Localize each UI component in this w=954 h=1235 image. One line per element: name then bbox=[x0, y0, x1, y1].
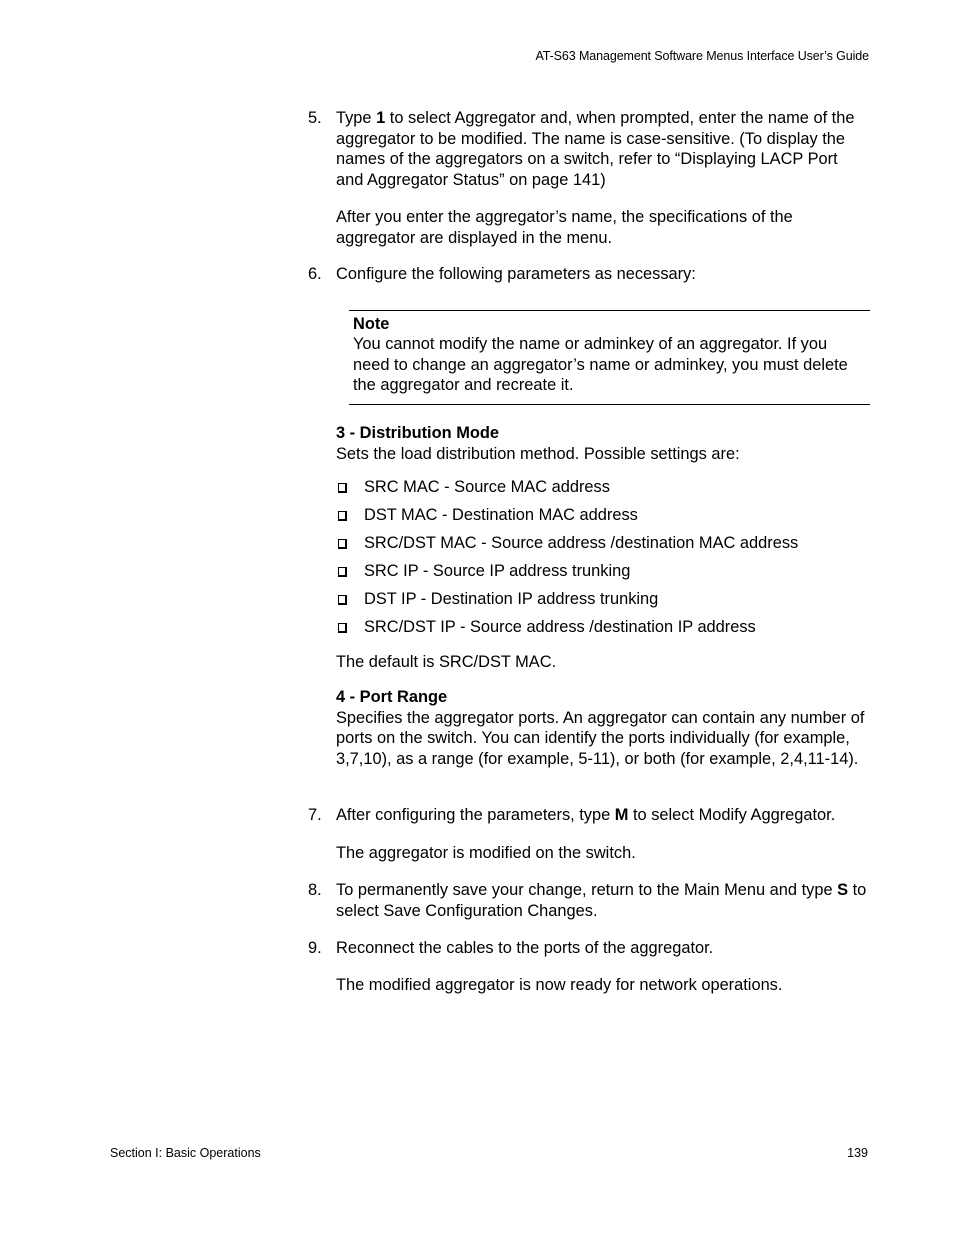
step-9-followup: The modified aggregator is now ready for network operations. bbox=[336, 976, 783, 994]
step-number: 5. bbox=[308, 109, 322, 127]
note-body: You cannot modify the name or adminkey of an aggregator. If you need to change an aggregator’s name or adminkey, you must delete the aggregator and recreate it. bbox=[353, 335, 848, 394]
step-text: To permanently save your change, return to the Main Menu and type S to select Save Configuration Changes. bbox=[336, 881, 867, 920]
step-number: 8. bbox=[308, 881, 322, 899]
port-range-heading: 4 - Port Range bbox=[336, 688, 448, 706]
step-6 bbox=[308, 264, 868, 285]
port-range-body: Specifies the aggregator ports. An aggregator can contain any number of ports on the switch. You can identify the ports individually (for example, 3,7,10), as a range (for example, 5-11), or both (for example, 2,4,11-14). bbox=[336, 708, 865, 768]
step-number: 7. bbox=[308, 806, 322, 824]
list-item: SRC/DST MAC - Source address /destination MAC address bbox=[336, 533, 876, 561]
checkbox-bullet-icon bbox=[338, 623, 347, 633]
step-text: Configure the following parameters as necessary: bbox=[336, 265, 696, 283]
list-item: SRC MAC - Source MAC address bbox=[336, 477, 876, 505]
running-header: AT-S63 Management Software Menus Interface User’s Guide bbox=[535, 49, 869, 63]
checkbox-bullet-icon bbox=[338, 567, 347, 577]
distribution-mode-intro: Sets the load distribution method. Possible settings are: bbox=[336, 444, 740, 463]
step-number: 9. bbox=[308, 939, 322, 957]
list-item: DST IP - Destination IP address trunking bbox=[336, 589, 876, 617]
note-box bbox=[349, 310, 870, 405]
step-text: Type 1 to select Aggregator and, when prompted, enter the name of the aggregator to be modified. The name is case-sensitive. (To display the names of the aggregators on a switch, refer to “Displaying LACP Port and Aggregator Status” on page 141) bbox=[336, 109, 855, 189]
step-5 bbox=[308, 108, 868, 190]
note-title: Note bbox=[353, 315, 390, 333]
distribution-default: The default is SRC/DST MAC. bbox=[336, 653, 557, 671]
step-text: Reconnect the cables to the ports of the aggregator. bbox=[336, 939, 714, 957]
page-number: 139 bbox=[847, 1146, 868, 1160]
checkbox-bullet-icon bbox=[338, 539, 347, 549]
key-label: 1 bbox=[376, 109, 386, 127]
list-item: DST MAC - Destination MAC address bbox=[336, 505, 876, 533]
step-5-followup: After you enter the aggregator’s name, the specifications of the aggregator are displayed in the menu. bbox=[336, 208, 793, 247]
distribution-options-list bbox=[336, 477, 876, 645]
checkbox-bullet-icon bbox=[338, 483, 347, 493]
checkbox-bullet-icon bbox=[338, 595, 347, 605]
step-7-followup: The aggregator is modified on the switch. bbox=[336, 844, 636, 862]
distribution-mode-heading: 3 - Distribution Mode bbox=[336, 424, 499, 442]
step-number: 6. bbox=[308, 265, 322, 283]
port-range-section bbox=[336, 687, 868, 769]
key-label: M bbox=[614, 806, 629, 824]
step-7 bbox=[308, 805, 868, 826]
list-item: SRC IP - Source IP address trunking bbox=[336, 561, 876, 589]
step-8 bbox=[308, 880, 868, 921]
distribution-mode-section bbox=[336, 423, 868, 464]
checkbox-bullet-icon bbox=[338, 511, 347, 521]
list-item: SRC/DST IP - Source address /destination IP address bbox=[336, 617, 876, 645]
footer-section: Section I: Basic Operations bbox=[110, 1146, 261, 1160]
key-label: S bbox=[837, 881, 849, 899]
step-text: After configuring the parameters, type M to select Modify Aggregator. bbox=[336, 806, 836, 824]
step-9 bbox=[308, 938, 868, 959]
